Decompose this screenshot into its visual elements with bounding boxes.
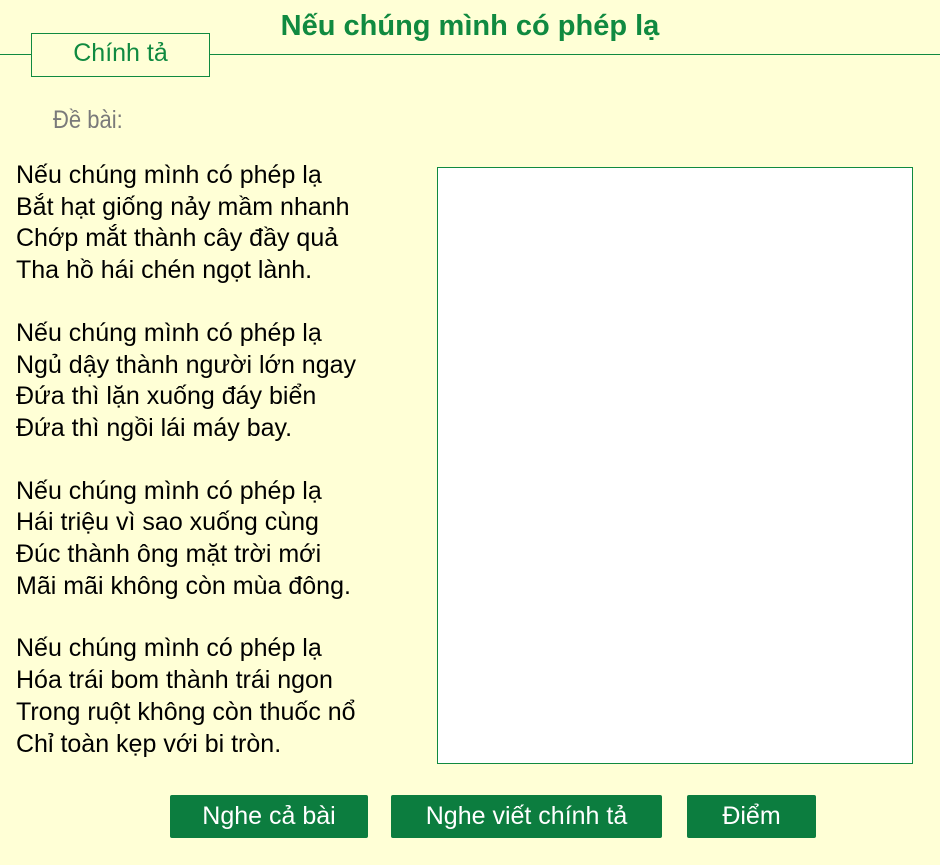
page-title: Nếu chúng mình có phép lạ	[280, 10, 660, 42]
poem-stanza	[16, 633, 426, 760]
poem-line: Trong ruột không còn thuốc nổ	[16, 697, 356, 726]
poem-line: Đứa thì ngồi lái máy bay.	[16, 413, 293, 442]
poem-line: Nếu chúng mình có phép lạ	[16, 476, 322, 505]
poem-stanza	[16, 160, 426, 287]
poem-line: Chớp mắt thành cây đầy quả	[16, 224, 339, 253]
poem-text	[16, 160, 426, 791]
poem-line: Mãi mãi không còn mùa đông.	[16, 571, 351, 600]
listen-all-button[interactable]: Nghe cả bài	[170, 795, 368, 838]
listen-dictation-button[interactable]: Nghe viết chính tả	[391, 795, 662, 838]
poem-line: Hái triệu vì sao xuống cùng	[16, 508, 319, 537]
poem-line: Đứa thì lặn xuống đáy biển	[16, 382, 317, 411]
poem-line: Đúc thành ông mặt trời mới	[16, 540, 322, 569]
poem-line: Nếu chúng mình có phép lạ	[16, 634, 322, 663]
poem-line: Ngủ dậy thành người lớn ngay	[16, 350, 357, 379]
poem-stanza	[16, 318, 426, 445]
poem-line: Nếu chúng mình có phép lạ	[16, 318, 322, 347]
answer-textarea[interactable]	[437, 167, 913, 764]
poem-line: Bắt hạt giống nảy mầm nhanh	[16, 192, 350, 221]
prompt-label: Đề bài:	[53, 106, 123, 134]
poem-line: Tha hồ hái chén ngọt lành.	[16, 256, 313, 285]
poem-line: Hóa trái bom thành trái ngon	[16, 666, 333, 695]
poem-stanza	[16, 476, 426, 603]
score-button[interactable]: Điểm	[687, 795, 816, 838]
section-tab-label: Chính tả	[31, 33, 210, 77]
poem-line: Nếu chúng mình có phép lạ	[16, 161, 322, 189]
poem-line: Chỉ toàn kẹp với bi tròn.	[16, 729, 282, 758]
